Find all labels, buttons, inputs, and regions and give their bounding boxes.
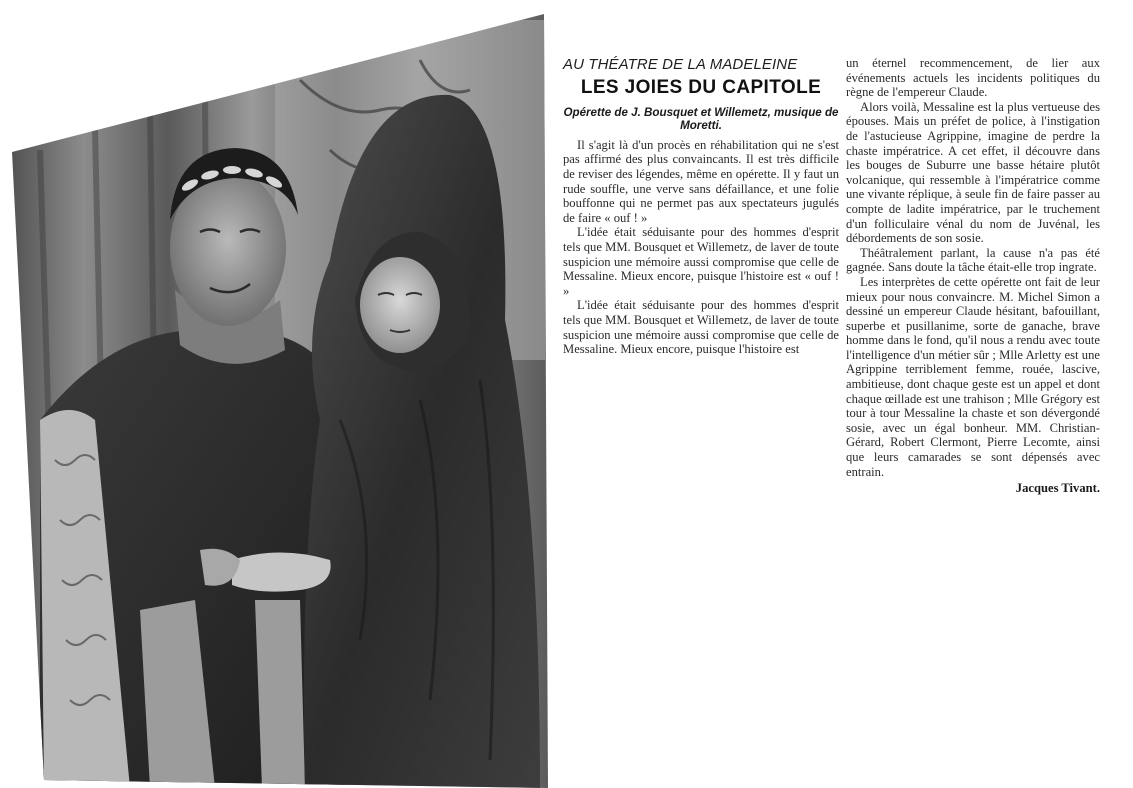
author-signature: Jacques Tivant. xyxy=(1015,481,1100,496)
paragraph: Il s'agit là d'un procès en réhabilitation qui ne s'est pas affirmé des plus convaincants. Il est très difficile de reviser des légendes, même en opérette. Il y faut un rude souffle, une verve sans défaillance, et une folie bouffonne qui ne permet pas aux spectateurs jugulés de faire « ouf ! » xyxy=(563,137,839,225)
paragraph: Alors voilà, Messaline est la plus vertueuse des épouses. Mais un préfet de police, à l'instigation de l'astucieuse Agrippine, imagine de perdre la chaste impératrice. A cet effet, il découvre dans les bouges de Suburre une basse hétaire plutôt volcanique, qui ressemble à l'impératrice comme une vivante réplique, à seule fin de faire passer au compte de ladite impératrice, par le truchement d'un folliculaire vénal du nom de Juvénal, les débordements de son sosie. xyxy=(846,99,1100,246)
article-title: LES JOIES DU CAPITOLE xyxy=(580,77,822,98)
theatre-photo xyxy=(0,0,560,788)
paragraph: L'idée était séduisante pour des hommes d'esprit tels que MM. Bousquet et Willemetz, de laver de toute suspicion une mémoire aussi compromise que celle de Messaline. Mieux encore, puisque l'histoire est xyxy=(563,298,839,357)
theatre-photo-icon xyxy=(0,0,560,788)
article-subtitle: Opérette de J. Bousquet et Willemetz, musique de Moretti. xyxy=(563,106,839,133)
paragraph: un éternel recommencement, de lier aux événements actuels les incidents politiques du règne de l'empereur Claude. xyxy=(846,56,1100,100)
paragraph: Théâtralement parlant, la cause n'a pas été gagnée. Sans doute la tâche était-elle trop ingrate. xyxy=(846,245,1100,275)
article-column-1 xyxy=(563,56,839,357)
article-column-2 xyxy=(846,56,1100,496)
article-kicker: AU THÉATRE DE LA MADELEINE xyxy=(563,56,798,73)
paragraph: L'idée était séduisante pour des hommes d'esprit tels que MM. Bousquet et Willemetz, de laver de toute suspicion une mémoire aussi compromise que celle de Messaline. Mieux encore, puisque l'histoire est « ouf ! » xyxy=(563,225,839,298)
paragraph: Les interprètes de cette opérette ont fait de leur mieux pour nous convaincre. M. Michel Simon a dessiné un empereur Claude hésitant, bafouillant, superbe et pusillanime, sorte de ganache, brave homme dans le fond, qu'il nous a rendu avec toute l'intelligence d'un métier sûr ; Mlle Arletty est une Agrippine terriblement femme, rouée, lascive, ambitieuse, dont chaque geste est un appel et dont chaque œillade est une trahison ; Mlle Grégory est tour à tour Messaline la chaste et son dévergondé sosie, avec un égal bonheur. MM. Christian-Gérard, Robert Clermont, Pierre Lecomte, ainsi que leurs camarades se sont dépensés avec entrain. xyxy=(846,274,1100,479)
